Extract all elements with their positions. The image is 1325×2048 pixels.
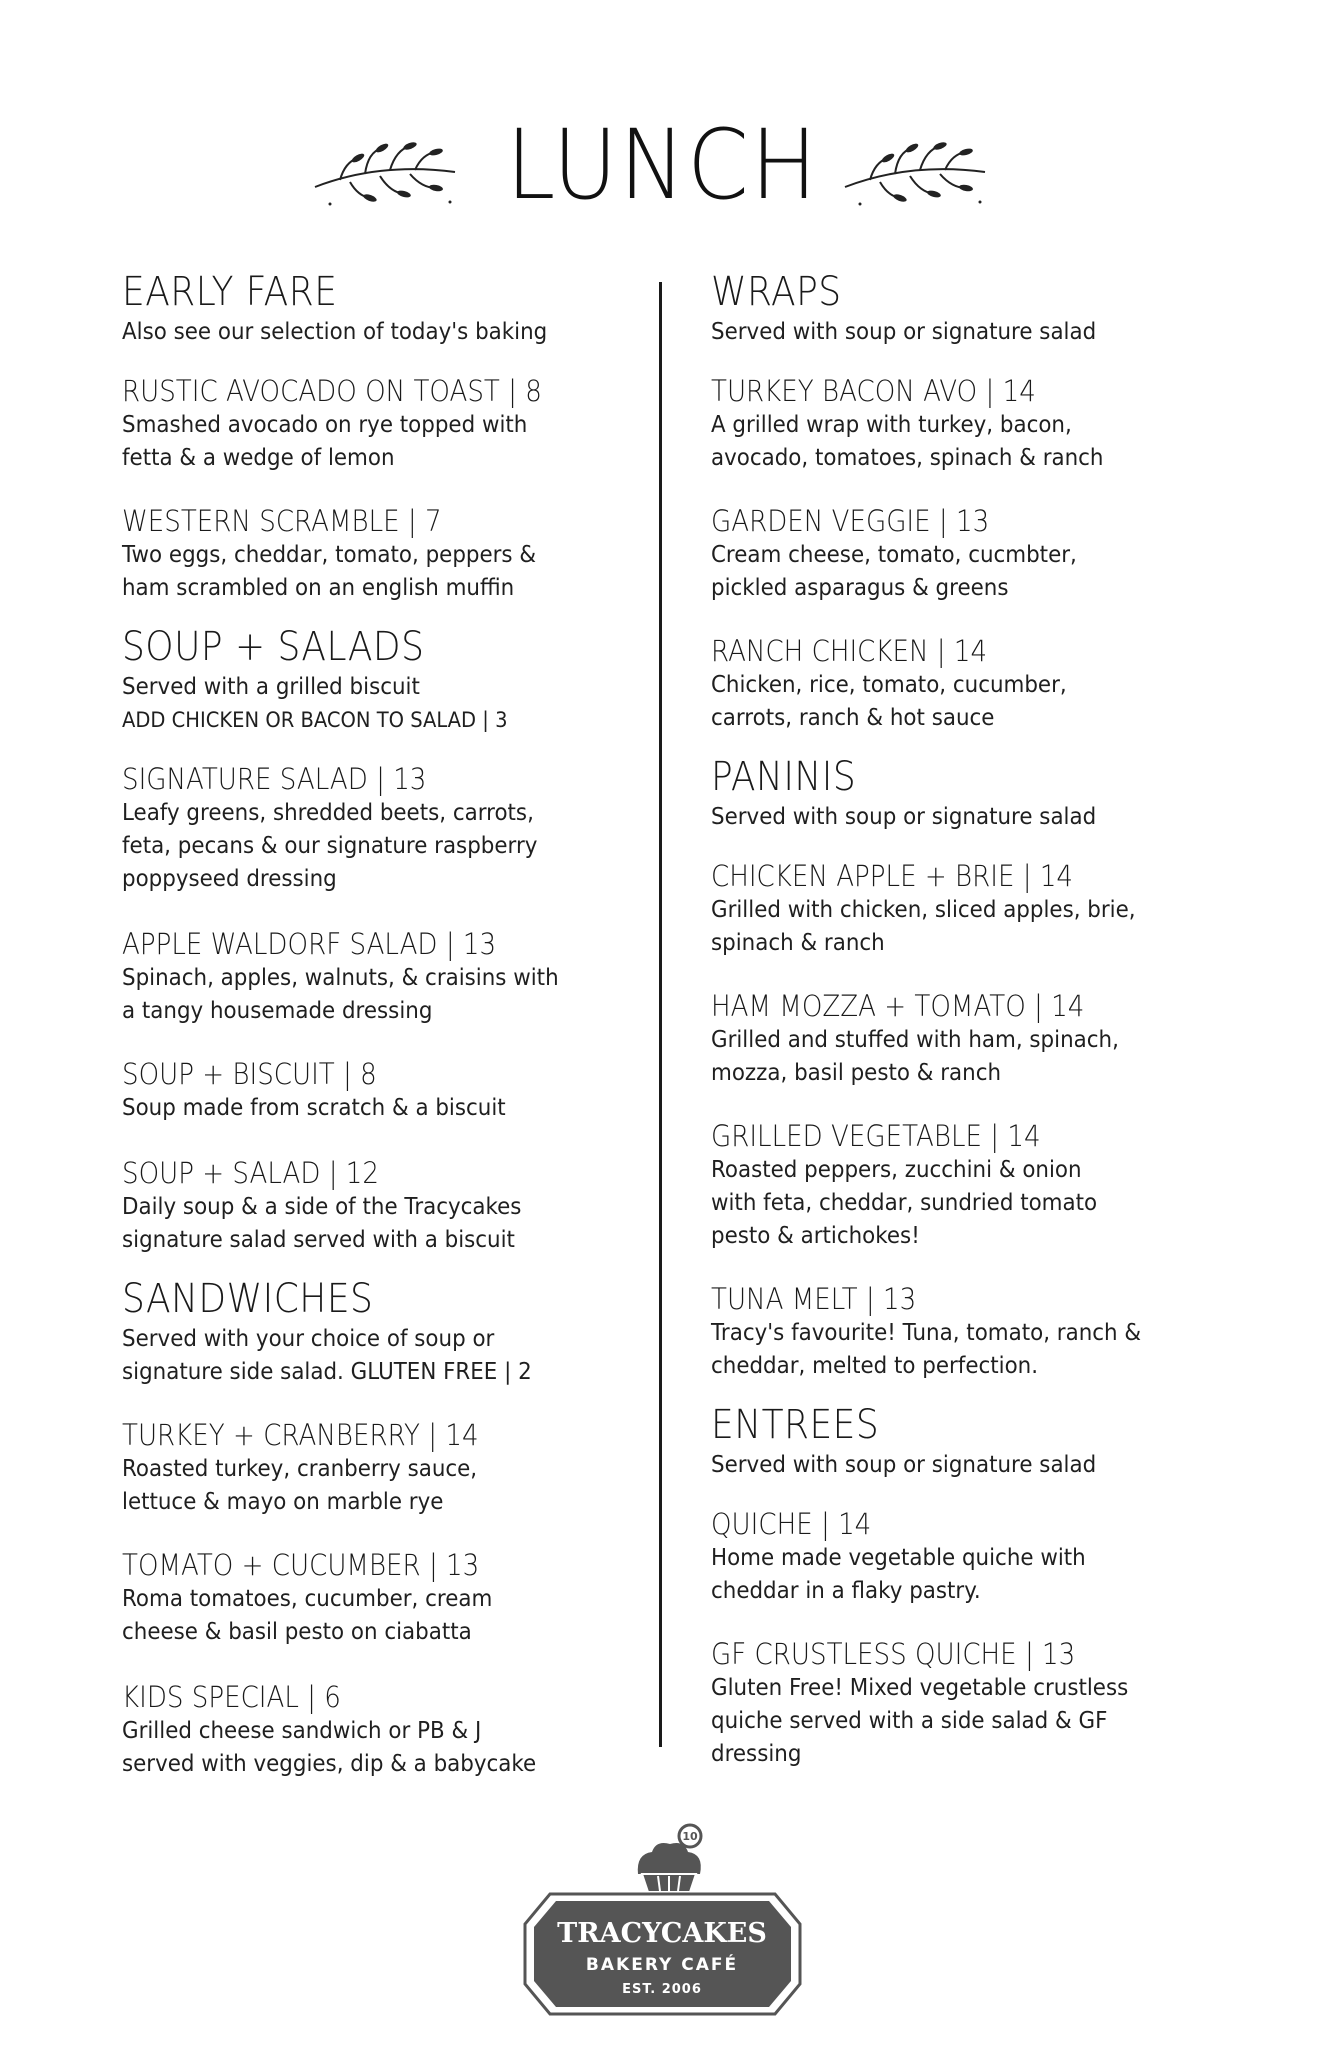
section-paninis — [711, 753, 1271, 834]
item-title: SOUP + SALAD | 12 — [122, 1156, 380, 1190]
page-title: LUNCH — [506, 109, 819, 221]
menu-item — [711, 373, 1271, 475]
item-title: TOMATO + CUCUMBER | 13 — [122, 1548, 480, 1582]
section-description: Also see our selection of today's baking — [122, 319, 548, 345]
item-description: Home made vegetable quiche with cheddar in a flaky pastry. — [711, 1545, 1086, 1604]
menu-item — [711, 1636, 1271, 1771]
right-column — [711, 268, 1271, 1771]
item-description: Gluten Free! Mixed vegetable crustless quiche served with a side salad & GF dressing — [711, 1675, 1129, 1767]
menu-item — [711, 633, 1271, 735]
item-title: TUNA MELT | 13 — [711, 1282, 917, 1316]
item-description: Roma tomatoes, cucumber, cream cheese & basil pesto on ciabatta — [122, 1586, 493, 1645]
section-description: Served with soup or signature salad — [711, 319, 1097, 345]
menu-item — [122, 926, 682, 1028]
item-description: Chicken, rice, tomato, cucumber, carrots, ranch & hot sauce — [711, 672, 1067, 731]
item-description: Soup made from scratch & a biscuit — [122, 1095, 506, 1121]
header — [0, 110, 1325, 220]
item-title: HAM MOZZA + TOMATO | 14 — [711, 989, 1085, 1023]
menu-item — [122, 503, 682, 605]
section-title: SOUP + SALADS — [122, 624, 425, 670]
item-title: APPLE WALDORF SALAD | 13 — [122, 927, 497, 961]
item-title: RUSTIC AVOCADO ON TOAST | 8 — [122, 374, 542, 408]
section-early-fare — [122, 268, 682, 349]
menu-item — [122, 761, 682, 896]
item-description: Smashed avocado on rye topped with fetta & a wedge of lemon — [122, 412, 528, 471]
item-title: CHICKEN APPLE + BRIE | 14 — [711, 859, 1074, 893]
logo-subtitle: BAKERY CAFÉ — [585, 1955, 739, 1975]
section-soup-salads — [122, 623, 682, 737]
logo-established: EST. 2006 — [622, 1982, 702, 1997]
section-title: SANDWICHES — [122, 1276, 374, 1322]
item-title: GF CRUSTLESS QUICHE | 13 — [711, 1637, 1076, 1671]
item-description: Tracy's favourite! Tuna, tomato, ranch & cheddar, melted to perfection. — [711, 1320, 1142, 1379]
section-wraps — [711, 268, 1271, 349]
item-title: TURKEY BACON AVO | 14 — [711, 374, 1036, 408]
menu-item — [711, 858, 1271, 960]
tracycakes-logo — [520, 1812, 805, 2017]
item-description: Cream cheese, tomato, cucmbter, pickled asparagus & greens — [711, 542, 1077, 601]
item-description: Daily soup & a side of the Tracycakes signature salad served with a biscuit — [122, 1194, 522, 1253]
menu-item — [711, 1281, 1271, 1383]
menu-item — [122, 1417, 682, 1519]
section-entrees — [711, 1401, 1271, 1482]
section-description: Served with your choice of soup or signature side salad. GLUTEN FREE | 2 — [122, 1326, 532, 1385]
item-title: GRILLED VEGETABLE | 14 — [711, 1119, 1041, 1153]
item-description: Roasted turkey, cranberry sauce, lettuce & mayo on marble rye — [122, 1456, 478, 1515]
item-title: GARDEN VEGGIE | 13 — [711, 504, 990, 538]
section-description: Served with soup or signature salad — [711, 804, 1097, 830]
item-title: SOUP + BISCUIT | 8 — [122, 1057, 377, 1091]
section-description: Served with soup or signature salad — [711, 1452, 1097, 1478]
item-title: QUICHE | 14 — [711, 1507, 872, 1541]
menu-item — [122, 1155, 682, 1257]
item-title: KIDS SPECIAL | 6 — [122, 1680, 341, 1714]
menu-item — [711, 1506, 1271, 1608]
item-description: Grilled with chicken, sliced apples, brie, spinach & ranch — [711, 897, 1136, 956]
section-note: ADD CHICKEN OR BACON TO SALAD | 3 — [122, 708, 508, 732]
leaf-sprig-icon — [840, 132, 990, 212]
item-description: A grilled wrap with turkey, bacon, avocado, tomatoes, spinach & ranch — [711, 412, 1104, 471]
menu-item — [122, 1679, 682, 1781]
item-title: WESTERN SCRAMBLE | 7 — [122, 504, 442, 538]
logo-badge: 10 — [682, 1830, 698, 1843]
column-divider — [659, 282, 662, 1747]
menu-item — [711, 503, 1271, 605]
left-column — [122, 268, 682, 1781]
item-description: Roasted peppers, zucchini & onion with feta, cheddar, sundried tomato pesto & artichokes! — [711, 1157, 1098, 1249]
section-title: PANINIS — [711, 754, 857, 800]
menu-item — [122, 1056, 682, 1125]
item-description: Grilled and stuffed with ham, spinach, mozza, basil pesto & ranch — [711, 1027, 1119, 1086]
cupcake-icon — [638, 1825, 701, 1892]
item-title: SIGNATURE SALAD | 13 — [122, 762, 427, 796]
section-sandwiches — [122, 1275, 682, 1389]
item-description: Leafy greens, shredded beets, carrots, feta, pecans & our signature raspberry poppyseed dressing — [122, 800, 538, 892]
menu-item — [122, 1547, 682, 1649]
menu-item — [122, 373, 682, 475]
section-title: EARLY FARE — [122, 269, 338, 315]
logo-name: TRACYCAKES — [557, 1918, 767, 1949]
section-description: Served with a grilled biscuit — [122, 674, 420, 700]
section-title: WRAPS — [711, 269, 842, 315]
menu-item — [711, 988, 1271, 1090]
section-title: ENTREES — [711, 1402, 880, 1448]
item-title: RANCH CHICKEN | 14 — [711, 634, 988, 668]
item-description: Grilled cheese sandwich or PB & J served with veggies, dip & a babycake — [122, 1718, 537, 1777]
menu-item — [711, 1118, 1271, 1253]
item-title: TURKEY + CRANBERRY | 14 — [122, 1418, 479, 1452]
item-description: Spinach, apples, walnuts, & craisins with a tangy housemade dressing — [122, 965, 559, 1024]
item-description: Two eggs, cheddar, tomato, peppers & ham scrambled on an english muffin — [122, 542, 537, 601]
